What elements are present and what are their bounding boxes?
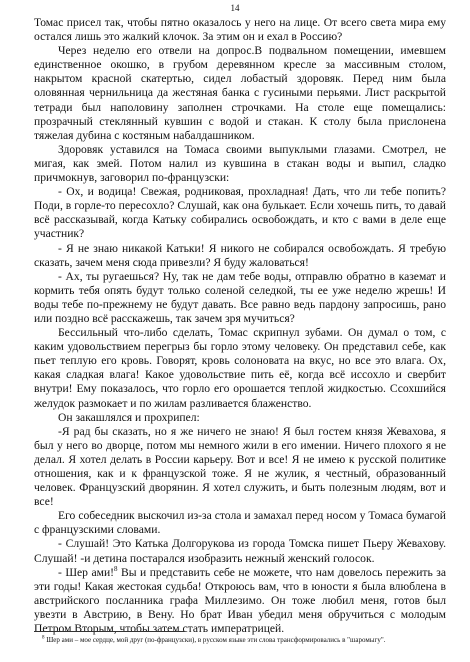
page-number: 14 bbox=[230, 3, 240, 13]
paragraph: Его собеседник выскочил из-за стола и замахал перед носом у Томаса бумагой с французскими словами. bbox=[34, 509, 446, 537]
footnote bbox=[34, 636, 446, 645]
paragraph bbox=[34, 566, 446, 636]
paragraph: Томас присел так, чтобы пятно оказалось у него на лице. От всего света мира ему остался лишь это жалкий клочок. За этим он и ехал в Россию? bbox=[34, 16, 446, 44]
footnote-marker: 8 bbox=[42, 635, 45, 641]
paragraph: -Я рад бы сказать, но я же ничего не знаю! Я был гостем князя Жевахова, я был у него во дворце, потом мы немного жили в его имении. Ничего плохого я не делал. Я хотел делать в России карьеру. Вот и все! Я не имею к русской политике отношения, как и к французской тоже. Я не жулик, я честный, образованный человек. Французский дворянин. Я хотел служить, и быть полезным людям, вот и все! bbox=[34, 424, 446, 509]
paragraph: - Слушай! Это Катька Долгорукова из города Томска пишет Пьеру Жевахову. Слушай! -и детина постарался изобразить нежный женский голосок. bbox=[34, 537, 446, 565]
body-text bbox=[34, 16, 446, 636]
footnote-separator bbox=[34, 631, 184, 632]
footnote-reference[interactable]: 8 bbox=[114, 564, 118, 573]
footnote-text: Шер ами – мое сердце, мой друг (по-французски), в русском языке эти слова трансформировались в "шаромыгу". bbox=[44, 636, 386, 644]
paragraph: - Ох, и водица! Свежая, родниковая, прохладная! Дать, что ли тебе попить? Поди, в горле-то пересохло? Слушай, как она булькает. Если хочешь пить, то давай всё рассказывай, когда Катьку собирались освобождать, и кто с вами в деле еще участник? bbox=[34, 185, 446, 241]
paragraph-text-continued: Вы и представить себе не можете, что нам довелось пережить за эти годы! Какая жестокая судьба! Откроюсь вам, что в юности я была влюблена в австрийского посланника графа Миллезимо. Он тоже любил меня, готов был увезти в Австрию, в Вену. Но брат Иван убедил меня обручиться с молодым Петром Вторым, чтобы затем стать императрицей. bbox=[34, 565, 446, 636]
paragraph: Через неделю его отвели на допрос.В подвальном помещении, имевшем единственное окошко, в грубом деревянном кресле за массивным столом, накрытом красной скатертью, сидел лобастый здоровяк. Перед ним была оловянная чернильница да жестяная банка с гусиными перьями. Лист раскрытой тетради был наполовину заполнен строчками. На столе еще помещались: прозрачный стеклянный кувшин с водой и стакан. К столу была прислонена тяжелая дубина с костяным набалдашником. bbox=[34, 44, 446, 142]
paragraph: - Я не знаю никакой Катьки! Я никого не собирался освобождать. Я требую сказать, зачем меня сюда привезли? Я буду жаловаться! bbox=[34, 241, 446, 269]
paragraph: Бессильный что-либо сделать, Томас скрипнул зубами. Он думал о том, с каким удовольствием перегрыз бы горло этому человеку. Он представил себе, как пьет теплую его кровь. Говорят, кровь солоновата на вкус, но все это влага. Ох, какая сладкая влага! Какое удовольствие пить её, когда всё иссохло и свербит внутри! Ему показалось, что горло его орошается теплой жидкостью. Ссохшийся желудок размокает и по жилам разливается блаженство. bbox=[34, 326, 446, 410]
paragraph: Он закашлялся и прохрипел: bbox=[58, 410, 200, 424]
paragraph: Здоровяк уставился на Томаса своими выпуклыми глазами. Смотрел, не мигая, как змей. Потом налил из кувшина в стакан воды и выпил, сладко причмокнув, заговорил по-французски: bbox=[34, 142, 446, 185]
paragraph: - Ах, ты ругаешься? Ну, так не дам тебе воды, отправлю обратно в каземат и кормить тебя опять будут только соленой селедкой, ты ее уже неделю жрешь! И воды тебе по-прежнему не будут давать. Все равно ведь пардону запросишь, рано или поздно всё расскажешь, так зачем зря мучиться? bbox=[34, 269, 446, 325]
paragraph-text: - Шер ами! bbox=[58, 565, 115, 579]
